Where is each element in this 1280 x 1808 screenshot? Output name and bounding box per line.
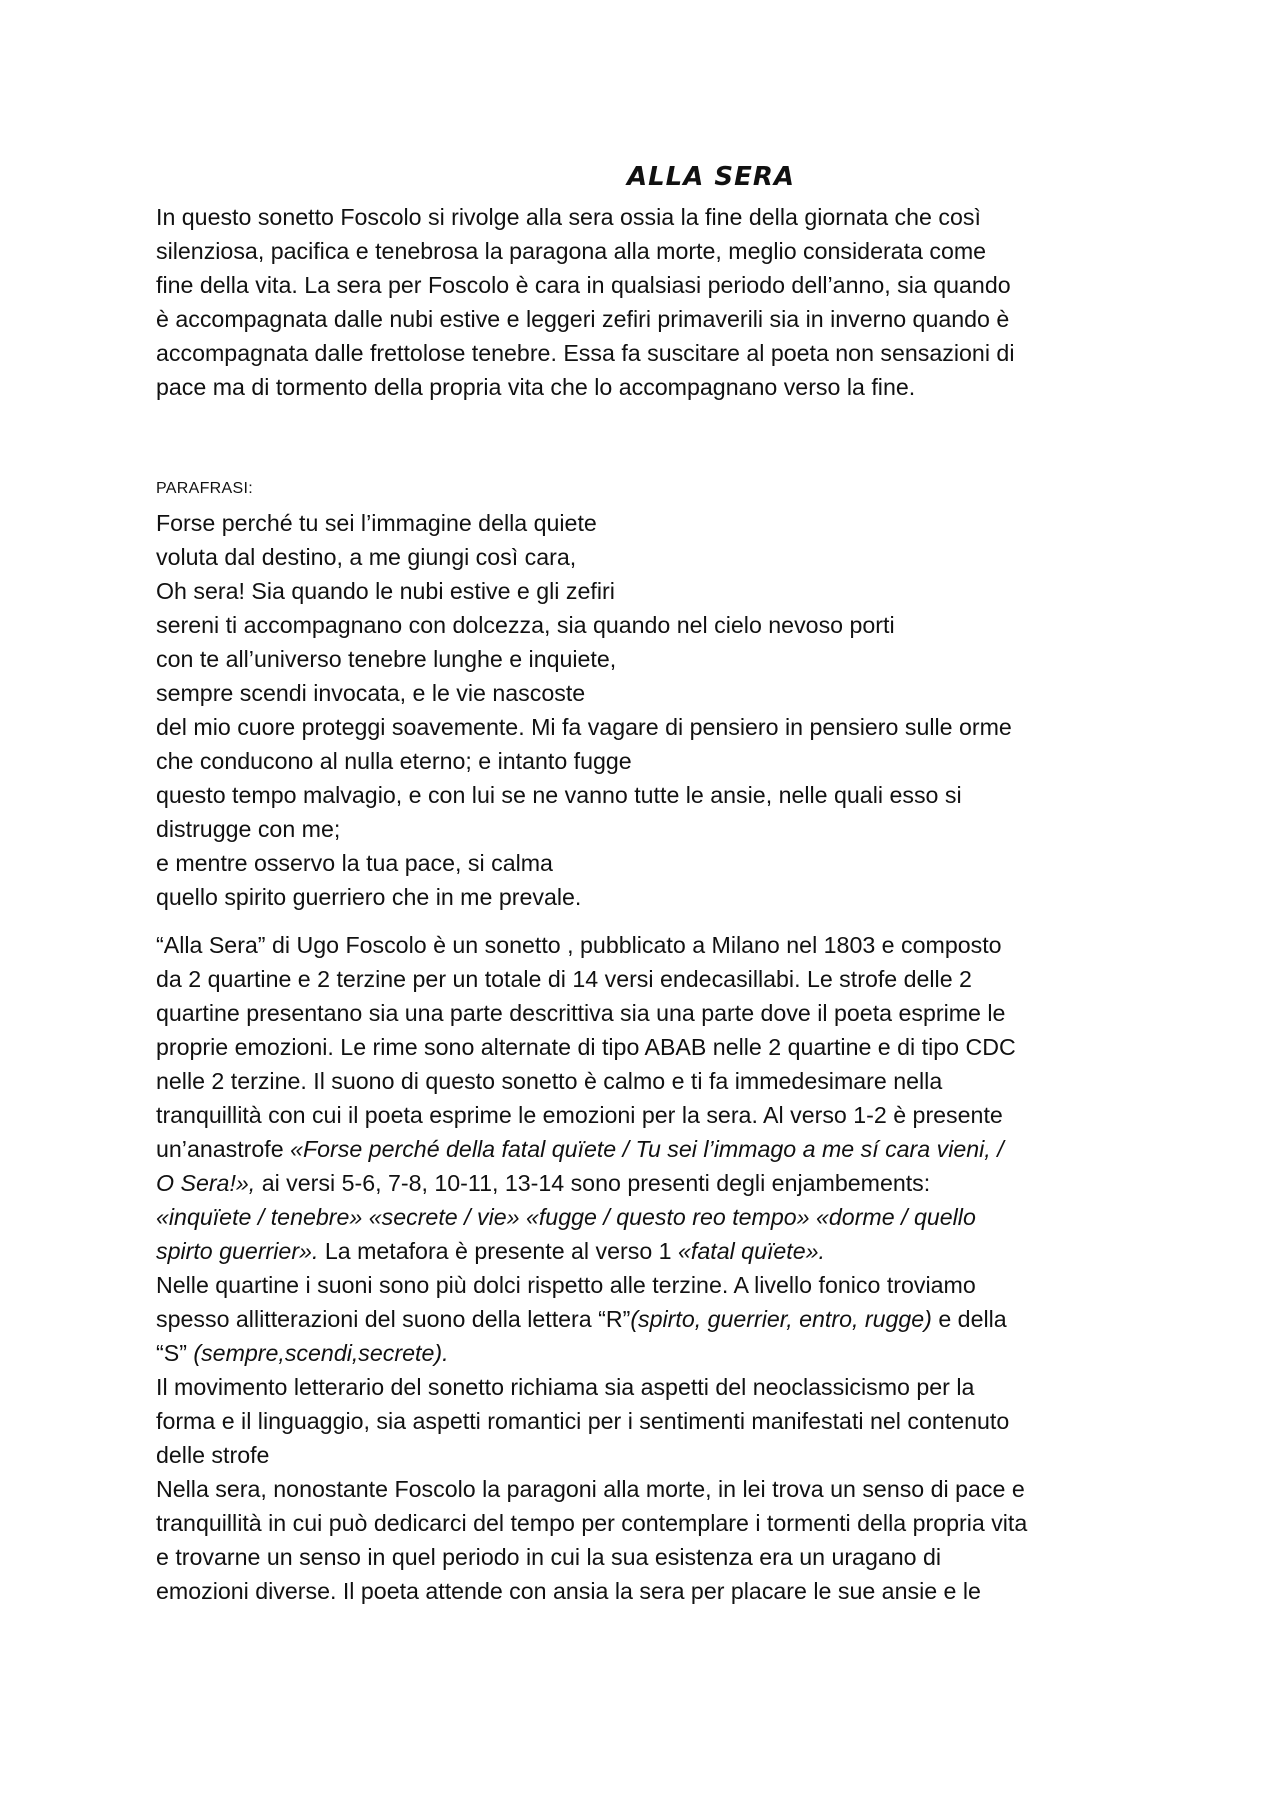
analysis-text: un’anastrofe: [156, 1136, 291, 1162]
quotation: (spirto, guerrier, entro, rugge): [630, 1306, 932, 1332]
document-title: ALLA SERA: [626, 162, 796, 192]
parafrasi-line: del mio cuore proteggi soavemente. Mi fa vagare di pensiero in pensiero sulle orme: [156, 714, 1012, 740]
analysis-line: [156, 1166, 1146, 1200]
quotation: (sempre,scendi,secrete).: [193, 1340, 449, 1366]
intro-line: fine della vita. La sera per Foscolo è cara in qualsiasi periodo dell’anno, sia quando: [156, 272, 1011, 298]
analysis-line: Nella sera, nonostante Foscolo la paragoni alla morte, in lei trova un senso di pace e: [156, 1476, 1025, 1502]
analysis-line: Il movimento letterario del sonetto richiama sia aspetti del neoclassicismo per la: [156, 1374, 975, 1400]
analysis-text: La metafora è presente al verso 1: [318, 1238, 679, 1264]
intro-line: è accompagnata dalle nubi estive e leggeri zefiri primaverili sia in inverno quando è: [156, 306, 1010, 332]
parafrasi-line: che conducono al nulla eterno; e intanto fugge: [156, 748, 632, 774]
analysis-text: spesso allitterazioni del suono della lettera “R”: [156, 1306, 631, 1332]
spacer: [156, 404, 1146, 478]
intro-line: In questo sonetto Foscolo si rivolge alla sera ossia la fine della giornata che così: [156, 204, 981, 230]
analysis-line: tranquillità con cui il poeta esprime le emozioni per la sera. Al verso 1-2 è presente: [156, 1102, 1003, 1128]
quotation: «fatal quïete».: [678, 1238, 825, 1264]
parafrasi-line: sempre scendi invocata, e le vie nascoste: [156, 680, 586, 706]
analysis-line: forma e il linguaggio, sia aspetti romantici per i sentimenti manifestati nel contenuto: [156, 1408, 1010, 1434]
spacer: [156, 914, 1146, 928]
analysis-paragraph: [156, 928, 1146, 1608]
analysis-line: e trovarne un senso in quel periodo in cui la sua esistenza era un uragano di: [156, 1544, 942, 1570]
analysis-text: ai versi 5-6, 7-8, 10-11, 13-14 sono presenti degli enjambements:: [255, 1170, 931, 1196]
analysis-line: emozioni diverse. Il poeta attende con ansia la sera per placare le sue ansie e le: [156, 1578, 981, 1604]
analysis-line: [156, 1200, 1146, 1234]
intro-paragraph: [156, 200, 1146, 404]
analysis-line: [156, 1336, 1146, 1370]
analysis-line: da 2 quartine e 2 terzine per un totale di 14 versi endecasillabi. Le strofe delle 2: [156, 966, 972, 992]
parafrasi-line: sereni ti accompagnano con dolcezza, sia quando nel cielo nevoso porti: [156, 612, 895, 638]
document-page: [156, 160, 1146, 1608]
intro-line: pace ma di tormento della propria vita che lo accompagnano verso la fine.: [156, 374, 916, 400]
analysis-line: [156, 1302, 1146, 1336]
analysis-line: delle strofe: [156, 1442, 270, 1468]
quotation: «Forse perché della fatal quïete / Tu sei l’immago a me sí cara vieni, /: [290, 1136, 1004, 1162]
analysis-text: e della: [931, 1306, 1007, 1332]
analysis-line: “Alla Sera” di Ugo Foscolo è un sonetto , pubblicato a Milano nel 1803 e composto: [156, 932, 1002, 958]
intro-line: silenziosa, pacifica e tenebrosa la paragona alla morte, meglio considerata come: [156, 238, 987, 264]
quotation: spirto guerrier».: [156, 1238, 319, 1264]
parafrasi-line: Oh sera! Sia quando le nubi estive e gli zefiri: [156, 578, 615, 604]
analysis-line: quartine presentano sia una parte descrittiva sia una parte dove il poeta esprime le: [156, 1000, 1006, 1026]
analysis-text: “S”: [156, 1340, 194, 1366]
parafrasi-line: questo tempo malvagio, e con lui se ne vanno tutte le ansie, nelle quali esso si: [156, 782, 962, 808]
parafrasi-line: voluta dal destino, a me giungi così cara,: [156, 544, 577, 570]
parafrasi-line: e mentre osservo la tua pace, si calma: [156, 850, 553, 876]
parafrasi-label: PARAFRASI:: [156, 480, 253, 497]
parafrasi-line: Forse perché tu sei l’immagine della quiete: [156, 510, 597, 536]
analysis-line: nelle 2 terzine. Il suono di questo sonetto è calmo e ti fa immedesimare nella: [156, 1068, 943, 1094]
parafrasi-line: quello spirito guerriero che in me prevale.: [156, 884, 582, 910]
parafrasi-line: distrugge con me;: [156, 816, 341, 842]
analysis-line: proprie emozioni. Le rime sono alternate di tipo ABAB nelle 2 quartine e di tipo CDC: [156, 1034, 1016, 1060]
quotation: O Sera!»,: [156, 1170, 256, 1196]
analysis-line: tranquillità in cui può dedicarci del tempo per contemplare i tormenti della propria vita: [156, 1510, 1028, 1536]
intro-line: accompagnata dalle frettolose tenebre. Essa fa suscitare al poeta non sensazioni di: [156, 340, 1015, 366]
quotation: «inquïete / tenebre» «secrete / vie» «fugge / questo reo tempo» «dorme / quello: [156, 1204, 976, 1230]
analysis-line: [156, 1132, 1146, 1166]
analysis-line: Nelle quartine i suoni sono più dolci rispetto alle terzine. A livello fonico troviamo: [156, 1272, 976, 1298]
analysis-line: [156, 1234, 1146, 1268]
parafrasi-line: con te all’universo tenebre lunghe e inquiete,: [156, 646, 617, 672]
parafrasi-block: [156, 506, 1146, 914]
